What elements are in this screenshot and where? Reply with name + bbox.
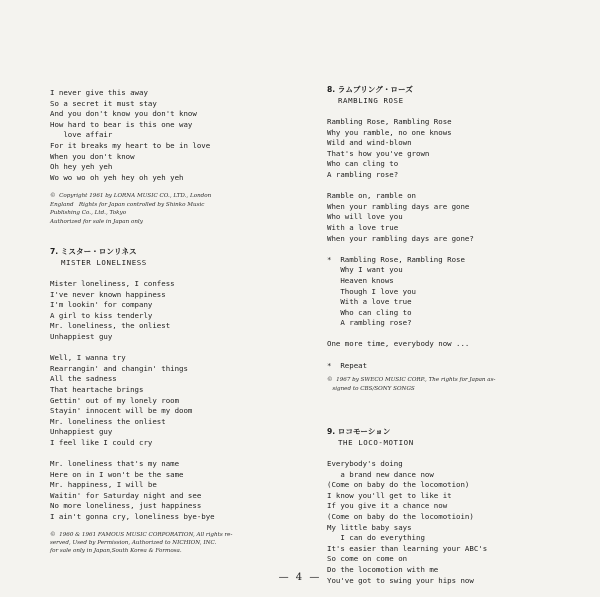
lyric-line: How hard to bear is this one way bbox=[50, 119, 193, 129]
lyric-line: With a love true bbox=[327, 222, 399, 232]
lyric-line: * Repeat bbox=[327, 360, 368, 370]
lyric-line: I know you'll get to like it bbox=[327, 490, 452, 500]
lyric-line: When you don't know bbox=[50, 151, 135, 161]
lyric-line: Wild and wind-blown bbox=[327, 138, 412, 148]
song-9-stanza-1 bbox=[327, 459, 577, 586]
intro-lyrics bbox=[50, 88, 290, 183]
lyric-line: © Copyright 1961 by LORNA MUSIC CO., LTD., London bbox=[50, 193, 212, 200]
lyric-line: Mr. loneliness, the onliest bbox=[50, 321, 171, 331]
lyric-line: (Come on baby do the locomotioin) bbox=[327, 512, 474, 522]
lyric-line: Waitin' for Saturday night and see bbox=[50, 490, 202, 500]
lyric-line: * Rambling Rose, Rambling Rose bbox=[327, 254, 465, 264]
lyric-line: love affair bbox=[50, 130, 113, 140]
copyright-notice-1 bbox=[50, 192, 290, 226]
song-9-header bbox=[327, 426, 577, 448]
lyric-line: Here on in I won't be the same bbox=[50, 469, 184, 479]
song-8-stanza-1 bbox=[327, 117, 577, 181]
lyric-line: I never give this away bbox=[50, 88, 148, 97]
lyric-line: I feel like I could cry bbox=[50, 437, 153, 447]
song-7-stanza-3 bbox=[50, 459, 290, 523]
song-8-stanza-3 bbox=[327, 255, 577, 329]
left-column bbox=[50, 88, 290, 556]
lyric-line: You've got to swing your hips now bbox=[327, 575, 474, 585]
lyric-line: Why you ramble, no one knows bbox=[327, 127, 452, 137]
page-number: — 4 — bbox=[278, 572, 322, 583]
right-column bbox=[327, 84, 577, 586]
lyric-line: Who will love you bbox=[327, 212, 403, 222]
lyric-line: When your rambling days are gone? bbox=[327, 233, 474, 243]
copyright-notice-song-7 bbox=[50, 531, 290, 556]
lyric-line: Unhappiest guy bbox=[50, 427, 113, 437]
lyric-line: (Come on baby do the locomotion) bbox=[327, 480, 470, 490]
lyric-line: A rambling rose? bbox=[327, 169, 399, 179]
lyric-line: I'm lookin' for company bbox=[50, 300, 153, 310]
lyric-line: Gettin' out of my lonely room bbox=[50, 395, 180, 405]
lyric-line: served, Used by Permission, Authorized to NICHION, INC. bbox=[50, 540, 217, 547]
lyric-line: If you give it a chance now bbox=[327, 501, 448, 511]
lyric-line: And you don't know you don't know bbox=[50, 109, 197, 119]
lyric-line: It's easier than learning your ABC's bbox=[327, 543, 488, 553]
lyric-line: England Rights for Japan controlled by Shinko Music bbox=[50, 201, 205, 208]
lyric-line: Why I want you bbox=[327, 265, 403, 275]
lyric-line: Everybody's doing bbox=[327, 459, 403, 469]
lyric-line: Mr. happiness, I will be bbox=[50, 480, 157, 490]
lyric-line: For it breaks my heart to be in love bbox=[50, 140, 211, 150]
song-title-mister-loneliness: MISTER LONELINESS bbox=[61, 257, 147, 267]
song-number-8: 8. ラムブリング・ローズ bbox=[327, 85, 413, 94]
lyric-line: Publishing Co., Ltd., Tokyo bbox=[50, 210, 127, 217]
lyric-line: Mr. loneliness the onliest bbox=[50, 416, 166, 426]
lyric-line: A girl to kiss tenderly bbox=[50, 310, 153, 320]
song-7-stanza-1 bbox=[50, 279, 290, 343]
lyric-line: Ramble on, ramble on bbox=[327, 191, 416, 201]
lyric-line: a brand new dance now bbox=[327, 469, 434, 479]
lyric-line: © 1967 by SWECO MUSIC CORP., The rights for Japan as- bbox=[327, 377, 496, 384]
song-8-header bbox=[327, 84, 577, 106]
lyric-line: A rambling rose? bbox=[327, 318, 412, 328]
lyric-line: © 1960 & 1961 FAMOUS MUSIC CORPORATION, All rights re- bbox=[50, 531, 233, 538]
lyric-line: Do the locomotion with me bbox=[327, 565, 439, 574]
song-title-rambling-rose: RAMBLING ROSE bbox=[338, 96, 404, 105]
song-7-header bbox=[50, 246, 290, 268]
lyric-line: That heartache brings bbox=[50, 384, 144, 394]
lyric-line: When your rambling days are gone bbox=[327, 201, 470, 211]
lyric-line: Heaven knows bbox=[327, 275, 394, 285]
lyric-line: Mister loneliness, I confess bbox=[50, 278, 175, 288]
lyric-line: Unhappiest guy bbox=[50, 331, 113, 341]
lyric-line: Rambling Rose, Rambling Rose bbox=[327, 117, 452, 126]
lyric-line: Oh hey yeh yeh bbox=[50, 162, 113, 172]
lyric-line: So come on come on bbox=[327, 554, 408, 564]
lyric-line: Well, I wanna try bbox=[50, 353, 126, 363]
song-title-loco-motion: THE LOCO-MOTION bbox=[338, 438, 414, 448]
song-8-stanza-4 bbox=[327, 339, 577, 350]
lyric-line: No more loneliness, just happiness bbox=[50, 501, 202, 511]
lyric-line: Who can cling to bbox=[327, 307, 412, 317]
lyric-line: My little baby says bbox=[327, 522, 412, 532]
lyric-line: signed to CBS/SONY SONGS bbox=[327, 385, 415, 392]
song-number-7: 7. ミスター・ロンリネス bbox=[50, 246, 137, 256]
lyric-line: Mr. loneliness that's my name bbox=[50, 459, 180, 469]
lyric-line: I can do everything bbox=[327, 533, 425, 543]
lyric-line: With a love true bbox=[327, 297, 412, 307]
lyric-line: Who can cling to bbox=[327, 159, 399, 169]
lyric-line: That's how you've grown bbox=[327, 148, 430, 158]
lyric-line: One more time, everybody now ... bbox=[327, 339, 470, 349]
song-8-stanza-2 bbox=[327, 191, 577, 244]
lyric-line: Rearrangin' and changin' things bbox=[50, 363, 188, 373]
copyright-notice-song-8 bbox=[327, 376, 577, 393]
lyric-line: for sale only in Japan,South Korea & Formosa. bbox=[50, 548, 182, 555]
lyric-line: So a secret it must stay bbox=[50, 98, 157, 108]
lyric-line: Wo wo wo oh yeh hey oh yeh yeh bbox=[50, 172, 184, 182]
lyric-line: Stayin' innocent will be my doom bbox=[50, 406, 193, 416]
lyric-line: I ain't gonna cry, loneliness bye-bye bbox=[50, 512, 215, 522]
song-8-stanza-5 bbox=[327, 361, 577, 372]
lyric-line: I've never known happiness bbox=[50, 289, 166, 299]
lyric-line: All the sadness bbox=[50, 374, 117, 384]
song-number-9: 9. ロコモーション bbox=[327, 427, 391, 437]
song-7-stanza-2 bbox=[50, 353, 290, 448]
lyric-line: Though I love you bbox=[327, 286, 416, 296]
lyric-line: Authorized for sale in Japan only bbox=[50, 218, 143, 225]
